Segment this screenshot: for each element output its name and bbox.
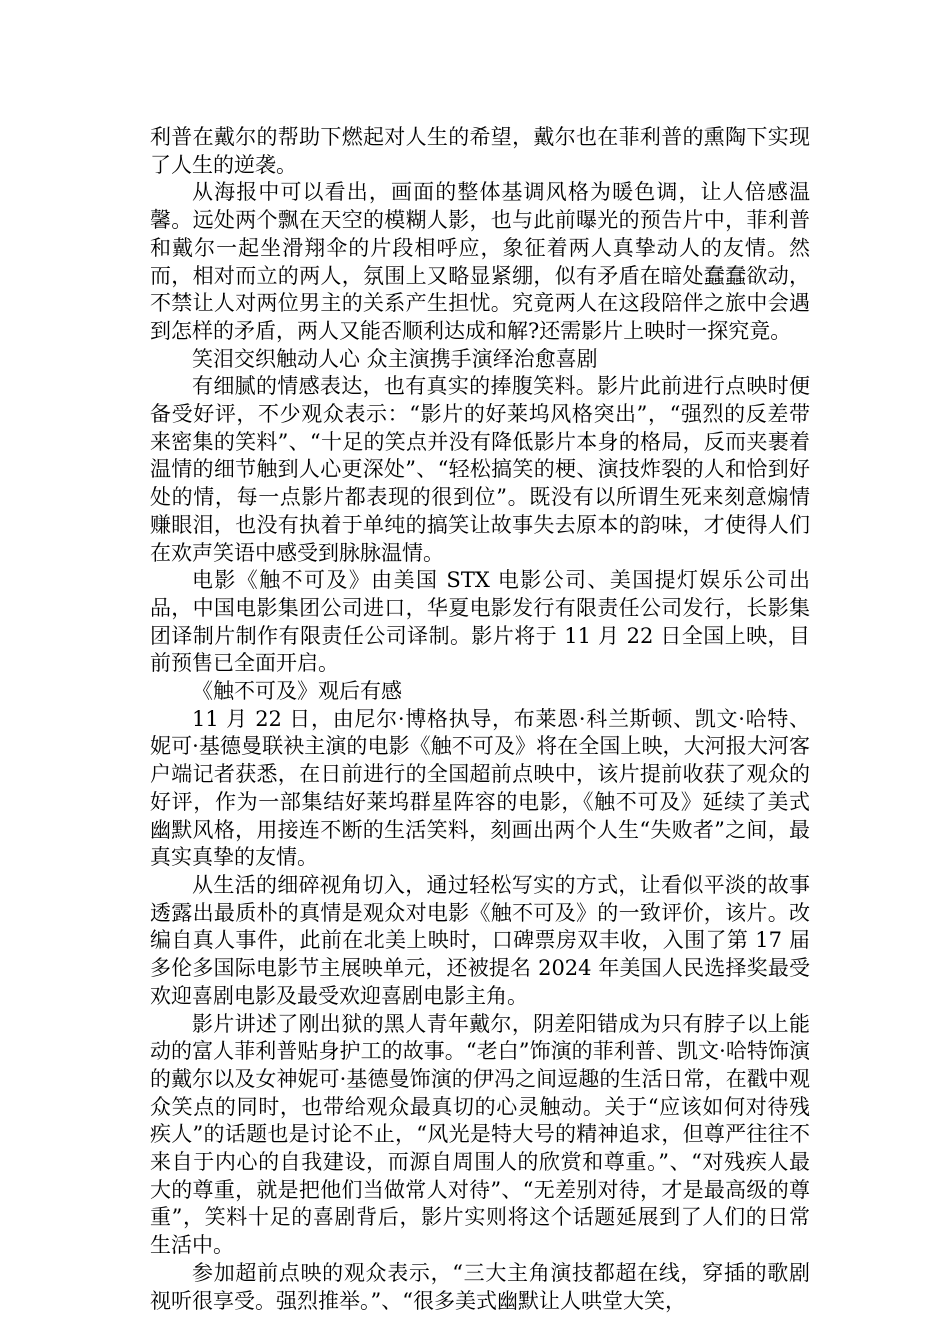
paragraph-audience-comments: 参加超前点映的观众表示，“三大主角演技都超在线，穿插的歌剧视听很享受。强烈推举。”、“很多美式幽默让人哄堂大笑，	[150, 1260, 810, 1313]
paragraph-evaluation: 从生活的细碎视角切入，通过轻松写实的方式，让看似平淡的故事透露出最质朴的真情是观众对电影《触不可及》的一致评价，该片。改编自真人事件，此前在北美上映时，口碑票房双丰收，入围了第 17 届多伦多国际电影节主展映单元，还被提名 2024 年美国人民选择奖最受欢迎喜剧电影及最受欢迎喜剧电影主角。	[150, 872, 810, 1008]
paragraph-continued: 利普在戴尔的帮助下燃起对人生的希望，戴尔也在菲利普的熏陶下实现了人生的逆袭。	[150, 125, 810, 177]
section-heading-comedy: 笑泪交织触动人心 众主演携手演绎治愈喜剧	[192, 346, 598, 371]
paragraph-plot: 影片讲述了刚出狱的黑人青年戴尔，阴差阳错成为只有脖子以上能动的富人菲利普贴身护工的故事。“老白”饰演的菲利普、凯文·哈特饰演的戴尔以及女神妮可·基德曼饰演的伊冯之间逗趣的生活日常，在戳中观众笑点的同时，也带给观众最真切的心灵触动。关于“应该如何对待残疾人”的话题也是讨论不止，“风光是特大号的精神追求，但尊严往往不来自于内心的自我建设，而源自周围人的欣赏和尊重。”、“对残疾人最大的尊重，就是把他们当做常人对待”、“无差别对待，才是最高级的尊重”，笑料十足的喜剧背后，影片实则将这个话题延展到了人们的日常生活中。	[150, 1011, 810, 1258]
paragraph-premiere: 11 月 22 日，由尼尔·博格执导，布莱恩·科兰斯顿、凯文·哈特、妮可·基德曼联袂主演的电影《触不可及》将在全国上映，大河报大河客户端记者获悉，在日前进行的全国超前点映中，该片提前收获了观众的好评，作为一部集结好莱坞群星阵容的电影，《触不可及》延续了美式幽默风格，用接连不断的生活笑料，刻画出两个人生“失败者”之间，最真实真挚的友情。	[150, 706, 810, 870]
paragraph-audience-praise: 有细腻的情感表达，也有真实的捧腹笑料。影片此前进行点映时便备受好评，不少观众表示：“影片的好莱坞风格突出”，“强烈的反差带来密集的笑料”、“十足的笑点并没有降低影片本身的格局，反而夹裹着温情的细节触到人心更深处”、“轻松搞笑的梗、演技炸裂的人和恰到好处的情，每一点影片都表现的很到位”。既没有以所谓生死来刻意煽情赚眼泪，也没有执着于单纯的搞笑让故事失去原本的韵味，才使得人们在欢声笑语中感受到脉脉温情。	[150, 374, 810, 565]
paragraph-release-info: 电影《触不可及》由美国 STX 电影公司、美国提灯娱乐公司出品，中国电影集团公司进口，华夏电影发行有限责任公司发行，长影集团译制片制作有限责任公司译制。影片将于 11 月 22 日全国上映，目前预售已全面开启。	[150, 568, 810, 676]
paragraph-poster-description: 从海报中可以看出，画面的整体基调风格为暖色调，让人倍感温馨。远处两个飘在天空的模糊人影，也与此前曝光的预告片中，菲利普和戴尔一起坐滑翔伞的片段相呼应，象征着两人真挚动人的友情。然而，相对而立的两人，氛围上又略显紧绷，似有矛盾在暗处蠢蠢欲动，不禁让人对两位男主的关系产生担忧。究竟两人在这段陪伴之旅中会遇到怎样的矛盾，两人又能否顺利达成和解?还需影片上映时一探究竟。	[150, 180, 810, 343]
article-body	[150, 124, 810, 1315]
section-heading-review: 《触不可及》观后有感	[192, 679, 402, 704]
